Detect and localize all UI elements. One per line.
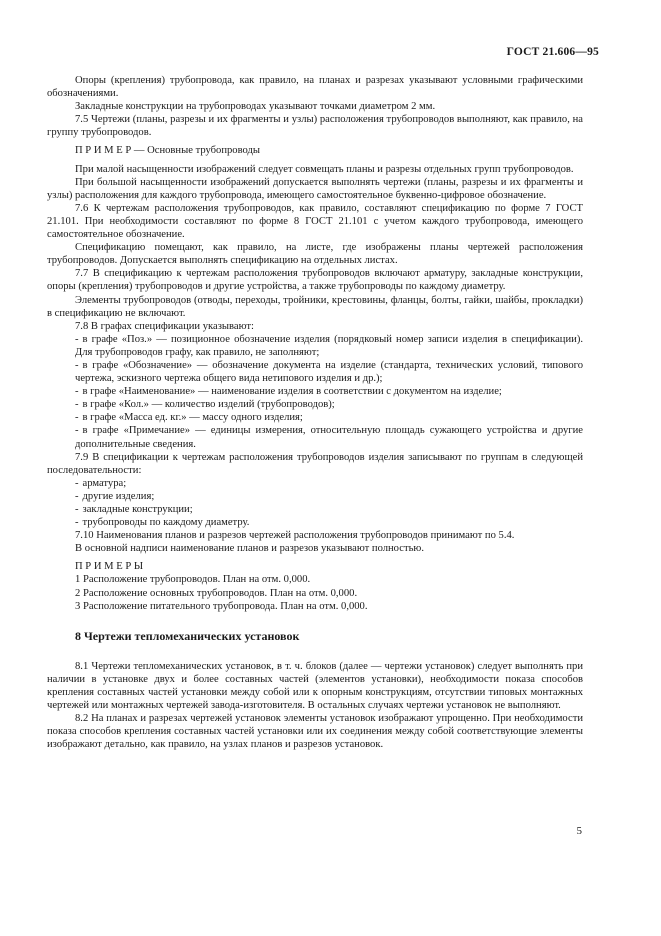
paragraph: Закладные конструкции на трубопроводах указывают точками диаметром 2 мм. bbox=[75, 101, 436, 113]
list-item: - арматура; bbox=[75, 477, 127, 489]
paragraph-7-5: 7.5 Чертежи (планы, разрезы и их фрагменты и узлы) расположения трубопроводов выполняют, как правило, на группу трубопроводов. bbox=[47, 114, 583, 139]
paragraph: Элементы трубопроводов (отводы, переходы, тройники, крестовины, фланцы, болты, гайки, шайбы, прокладки) в спецификацию не включают. bbox=[47, 294, 583, 319]
list-item: - в графе «Поз.» — позиционное обозначение изделия (порядковый номер записи изделия в спецификации). Для трубопроводов графу, как правило, не заполняют; bbox=[75, 333, 583, 358]
example-note: П Р И М Е Р — Основные трубопроводы bbox=[75, 145, 261, 157]
section-heading: 8 Чертежи тепломеханических установок bbox=[75, 628, 300, 643]
paragraph-8-1: 8.1 Чертежи тепломеханических установок, в т. ч. блоков (далее — чертежи установок) следует выполнять при наличии в установке двух и более составных частей (элементов установки), необходимости показа способов крепления составных частей установки между собой или к опорным конструкциям, отсутствии типовых монтажных чертежей или монтажных чертежей завода-изготовителя. В остальных случаях чертежи установок не выполняют. bbox=[47, 660, 583, 712]
document-header: ГОСТ 21.606—95 bbox=[506, 46, 599, 58]
list-item: - в графе «Кол.» — количество изделий (трубопроводов); bbox=[75, 399, 335, 411]
list-item: - закладные конструкции; bbox=[75, 504, 193, 515]
list-item: - в графе «Наименование» — наименование изделия в соответствии с документом на изделие; bbox=[75, 386, 502, 398]
paragraph-7-7: 7.7 В спецификацию к чертежам расположения трубопроводов включают арматуру, закладные конструкции, опоры (крепления) трубопроводов и другие устройства, а также трубопроводы по каждому диаметру. bbox=[47, 268, 583, 293]
paragraph: Опоры (крепления) трубопровода, как правило, на планах и разрезах указывают условными графическими обозначениями. bbox=[47, 75, 583, 100]
list-item: - в графе «Примечание» — единицы измерения, относительную площадь сужающего устройства и другие дополнительные сведения. bbox=[75, 425, 583, 450]
list-item: - трубопроводы по каждому диаметру. bbox=[75, 517, 250, 529]
example-item: 2 Расположение основных трубопроводов. План на отм. 0,000. bbox=[75, 587, 358, 599]
document-body bbox=[47, 74, 583, 752]
paragraph-7-6: 7.6 К чертежам расположения трубопроводов, как правило, составляют спецификацию по форме 7 ГОСТ 21.101. При необходимости составляют по форме 8 ГОСТ 21.101 с учетом каждого трубопровода, имеющего самостоятельное обозначение. bbox=[47, 202, 583, 241]
paragraph-7-10: 7.10 Наименования планов и разрезов чертежей расположения трубопроводов принимают по 5.4. bbox=[75, 530, 515, 542]
list-item: - в графе «Обозначение» — обозначение документа на изделие (стандарта, технических условий, типового чертежа, эскизного чертежа общего вида нетипового изделия и др.); bbox=[75, 359, 583, 385]
paragraph: При большой насыщенности изображений допускается выполнять чертежи (планы, разрезы и их фрагменты и узлы) расположения для каждого трубопровода, имеющего самостоятельное буквенно-цифровое обозначение. bbox=[47, 176, 583, 201]
example-item: 3 Расположение питательного трубопровода. План на отм. 0,000. bbox=[75, 600, 368, 612]
paragraph: Спецификацию помещают, как правило, на листе, где изображены планы чертежей расположения трубопроводов. Допускается выполнять спецификацию на отдельных листах. bbox=[47, 242, 583, 267]
spec-columns-list bbox=[47, 333, 583, 451]
paragraph-8-2: 8.2 На планах и разрезах чертежей установок элементы установок изображают упрощенно. При необходимости показа способов крепления составных частей установки или их соединения между собой соответствующие элементы изображают детально, как правило, на узлах планов и разрезов установок. bbox=[47, 713, 583, 751]
paragraph: В основной надписи наименование планов и разрезов указывают полностью. bbox=[75, 543, 424, 555]
list-item: - другие изделия; bbox=[75, 490, 155, 502]
examples-title: П Р И М Е Р Ы bbox=[75, 561, 144, 573]
paragraph-7-9: 7.9 В спецификации к чертежам расположения трубопроводов изделия записывают по группам в следующей последовательности: bbox=[47, 451, 583, 476]
paragraph: При малой насыщенности изображений следует совмещать планы и разрезы отдельных групп трубопроводов. bbox=[75, 163, 574, 175]
groups-list bbox=[47, 477, 583, 529]
list-item: - в графе «Масса ед. кг.» — массу одного изделия; bbox=[75, 412, 303, 424]
example-item: 1 Расположение трубопроводов. План на отм. 0,000. bbox=[75, 574, 311, 586]
paragraph-7-8: 7.8 В графах спецификации указывают: bbox=[75, 320, 254, 332]
page-number: 5 bbox=[576, 825, 582, 837]
